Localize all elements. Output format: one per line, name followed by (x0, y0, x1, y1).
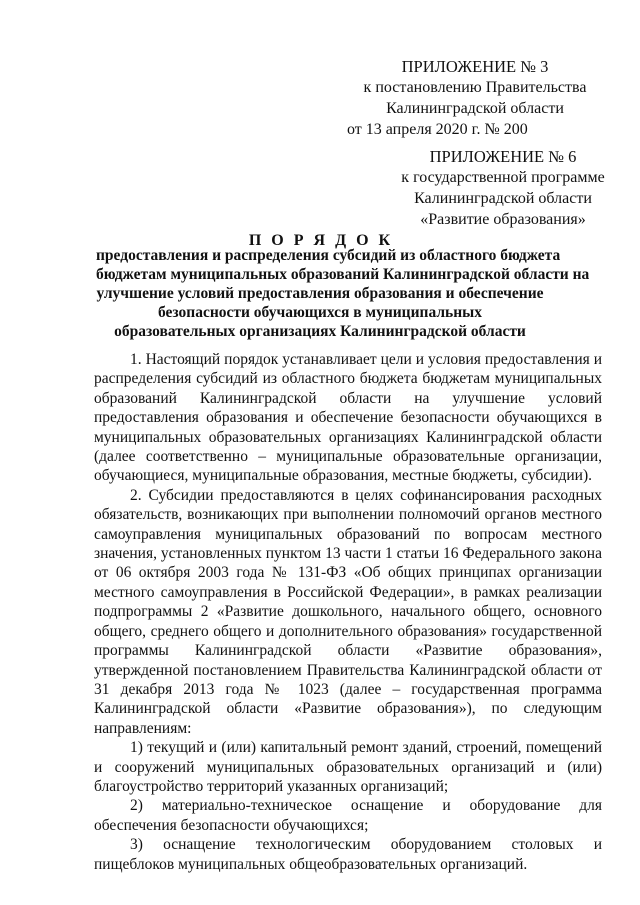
annex-3-header (340, 56, 610, 140)
annex-3-title: ПРИЛОЖЕНИЕ № 3 (401, 57, 549, 76)
annex-6-header (396, 146, 610, 230)
annex-3-line-date: от 13 апреля 2020 г. № 200 (347, 121, 528, 138)
subtitle-line: безопасности обучающихся в муниципальных (157, 304, 483, 321)
list-item-1: 1) текущий и (или) капитальный ремонт зданий, строений, помещений и сооружений муниципальных образовательных организаций и (или) благоустройство территорий указанных организаций; (94, 739, 602, 795)
annex-3-line-resolution: к постановлению Правительства (363, 79, 587, 96)
document-subtitle (96, 246, 590, 341)
list-item-3: 3) оснащение технологическим оборудованием столовых и пищеблоков муниципальных общеобразовательных организаций. (94, 836, 602, 873)
subtitle-line: бюджетам муниципальных образований Калининградской области на (96, 266, 590, 283)
document-title: П О Р Я Д О К (248, 232, 394, 249)
list-item-2: 2) материально-техническое оснащение и оборудование для обеспечения безопасности обучающихся; (94, 797, 602, 834)
annex-6-title: ПРИЛОЖЕНИЕ № 6 (429, 147, 577, 166)
paragraph-1: 1. Настоящий порядок устанавливает цели и условия предоставления и распределения субсидий из областного бюджета бюджетам муниципальных образований Калининградской области на улучшение условий предоставления образования и обеспечение безопасности обучающихся в муниципальных образовательных организациях Калининградской области (далее соответственно – муниципальные образовательные организации, обучающиеся, муниципальные образования, местные бюджеты, субсидии). (94, 351, 602, 485)
subtitle-line: образовательных организациях Калининградской области (114, 323, 526, 340)
annex-6-line-program-name: «Развитие образования» (420, 211, 586, 228)
subtitle-line: предоставления и распределения субсидий из областного бюджета (96, 247, 561, 264)
annex-6-line-region: Калининградской области (414, 190, 592, 207)
annex-6-line-program: к государственной программе (401, 169, 605, 186)
paragraph-2: 2. Субсидии предоставляются в целях софинансирования расходных обязательств, возникающих при выполнении полномочий органов местного самоуправления муниципальных образований по вопросам местного значения, установленных пунктом 13 части 1 статьи 16 Федерального закона от 06 октября 2003 года № 131-ФЗ «Об общих принципах организации местного самоуправления в Российской Федерации», в рамках реализации подпрограммы 2 «Развитие дошкольного, начального общего, основного общего, среднего общего и дополнительного образования» государственной программы Калининградской области «Развитие образования», утвержденной постановлением Правительства Калининградской области от 31 декабря 2013 года № 1023 (далее – государственная программа Калининградской области «Развитие образования»), по следующим направлениям: (94, 486, 602, 737)
document-body (94, 350, 602, 874)
annex-3-line-region: Калининградской области (386, 100, 564, 117)
subtitle-line: улучшение условий предоставления образования и обеспечение (96, 285, 544, 302)
